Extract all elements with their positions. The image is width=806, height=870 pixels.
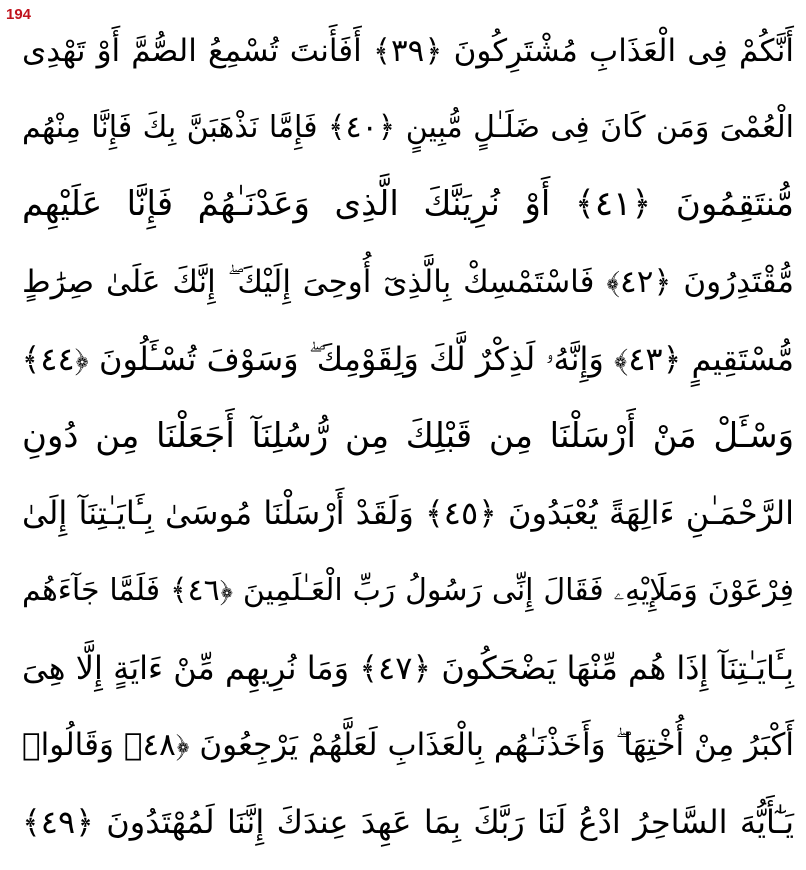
line-text: أَكْبَرُ مِنْ أُخْتِهَا ۖ وَأَخَذْنَـٰهُم بِالْعَذَابِ لَعَلَّهُمْ يَرْجِعُونَ ﴿٤٨﴾ وَقَالُوا۟ [22, 727, 794, 764]
text-line [22, 398, 794, 475]
text-line [22, 321, 794, 398]
text-line [22, 630, 794, 707]
line-text: مُّسْتَقِيمٍ ﴿٤٣﴾ وَإِنَّهُۥ لَذِكْرٌ لَّكَ وَلِقَوْمِكَ ۖ وَسَوْفَ تُسْـَٔلُونَ ﴿٤٤﴾ [21, 339, 794, 378]
line-text: مُّقْتَدِرُونَ ﴿٤٢﴾ فَاسْتَمْسِكْ بِالَّذِىٓ أُوحِىَ إِلَيْكَ ۖ إِنَّكَ عَلَىٰ صِرَٰطٍ [22, 264, 795, 301]
line-text: مُّنتَقِمُونَ ﴿٤١﴾ أَوْ نُرِيَنَّكَ الَّذِى وَعَدْنَـٰهُمْ فَإِنَّا عَلَيْهِم [22, 184, 794, 225]
line-text: الْعُمْىَ وَمَن كَانَ فِى ضَلَـٰلٍ مُّبِينٍ ﴿٤٠﴾ فَإِمَّا نَذْهَبَنَّ بِكَ فَإِنَّا مِنْهُم [22, 110, 794, 146]
text-line [22, 166, 794, 243]
text-line [22, 475, 794, 552]
page-number: 194 [6, 6, 32, 23]
line-text: الرَّحْمَـٰنِ ءَالِهَةً يُعْبَدُونَ ﴿٤٥﴾ وَلَقَدْ أَرْسَلْنَا مُوسَىٰ بِـَٔايَـٰتِنَآ إِلَىٰ [22, 494, 795, 533]
quran-page-text [22, 12, 794, 862]
line-text: فِرْعَوْنَ وَمَلَإِيْهِۦ فَقَالَ إِنِّى رَسُولُ رَبِّ الْعَـٰلَمِينَ ﴿٤٦﴾ فَلَمَّا جَآءَهُم [22, 573, 794, 609]
text-line [22, 89, 794, 166]
line-text: يَـٰٓأَيُّهَ السَّاحِرُ ادْعُ لَنَا رَبَّكَ بِمَا عَهِدَ عِندَكَ إِنَّنَا لَمُهْتَدُونَ ﴿٤٩﴾ [22, 802, 794, 841]
line-text: بِـَٔايَـٰتِنَآ إِذَا هُم مِّنْهَا يَضْحَكُونَ ﴿٤٧﴾ وَمَا نُرِيهِم مِّنْ ءَايَةٍ إِلَّا هِىَ [22, 648, 795, 687]
text-line [22, 244, 794, 321]
text-line [22, 707, 794, 784]
line-text: وَسْـَٔلْ مَنْ أَرْسَلْنَا مِن قَبْلِكَ مِن رُّسُلِنَآ أَجَعَلْنَا مِن دُونِ [22, 415, 794, 456]
text-line [22, 12, 794, 89]
text-line [22, 784, 794, 861]
text-line [22, 552, 794, 629]
line-text: أَنَّكُمْ فِى الْعَذَابِ مُشْتَرِكُونَ ﴿٣٩﴾ أَفَأَنتَ تُسْمِعُ الصُّمَّ أَوْ تَهْدِى [22, 32, 794, 69]
